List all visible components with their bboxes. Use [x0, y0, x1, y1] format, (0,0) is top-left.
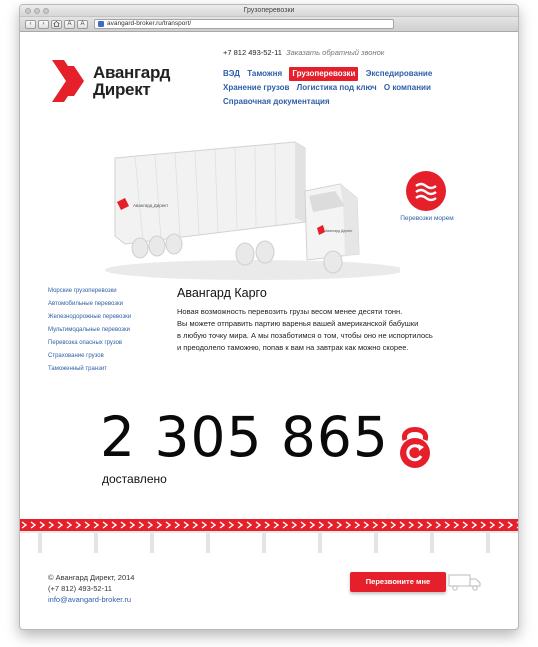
logo-line-2: Директ — [93, 80, 151, 99]
sidebar-item-sea[interactable]: Морские грузоперевозки — [48, 288, 117, 294]
rail-post — [430, 533, 434, 553]
main-nav — [223, 67, 483, 109]
rail-post — [38, 533, 42, 553]
address-bar[interactable] — [94, 19, 394, 29]
font-larger-button[interactable]: A — [77, 20, 88, 29]
logo-line-1: Авангард — [93, 63, 171, 82]
nav-item-logistics[interactable]: Логистика под ключ — [296, 83, 377, 92]
close-window-icon[interactable] — [25, 8, 31, 14]
truck-illustration — [95, 136, 400, 286]
trailer-brand: Авангард Директ — [133, 203, 169, 208]
site-logo[interactable] — [52, 60, 170, 102]
footer-info — [48, 572, 134, 605]
window-title: Грузоперевозки — [243, 7, 295, 14]
content-title: Авангард Карго — [177, 286, 267, 300]
cab-brand: Авангард Директ — [325, 229, 353, 233]
sea-transport-label[interactable]: Перевозки морем — [400, 215, 454, 222]
favicon-icon — [98, 21, 104, 27]
mini-truck-icon — [448, 572, 482, 592]
sidebar-item-transit[interactable]: Таможенный транзит — [48, 366, 108, 372]
sidebar-item-multimodal[interactable]: Мультимодальные перевозки — [48, 327, 130, 333]
sidebar-item-insurance[interactable]: Страхование грузов — [48, 353, 104, 359]
rail-post — [206, 533, 210, 553]
header-phone: +7 812 493-52-11 — [223, 48, 282, 57]
content-line: Новая возможность перевозить грузы весом менее десяти тонн. — [177, 307, 403, 316]
page-content — [20, 32, 518, 630]
sidebar-item-dangerous[interactable]: Перевозка опасных грузов — [48, 340, 123, 346]
footer-phone: (+7 812) 493-52-11 — [48, 584, 112, 593]
nav-item-cargo[interactable]: Грузоперевозки — [289, 67, 358, 81]
delivered-caption: доставлено — [102, 472, 167, 486]
nav-item-docs[interactable]: Справочная документация — [223, 97, 330, 106]
rail-post — [486, 533, 490, 553]
sea-transport-button[interactable] — [406, 171, 446, 211]
minimize-window-icon[interactable] — [34, 8, 40, 14]
logo-chevrons-icon — [52, 60, 88, 102]
sidebar-links — [48, 285, 131, 376]
logo-text — [93, 64, 170, 98]
footer-email[interactable]: info@avangard-broker.ru — [48, 595, 132, 604]
rail-post — [150, 533, 154, 553]
content-line: Вы можете отправить партию варенья вашей американской бабушки — [177, 319, 419, 328]
browser-window — [19, 4, 519, 630]
rail-post — [374, 533, 378, 553]
call-me-button[interactable]: Перезвоните мне — [350, 572, 446, 592]
guardrail-divider — [20, 519, 519, 555]
forward-button[interactable]: › — [38, 20, 49, 29]
window-controls — [25, 8, 49, 14]
browser-toolbar — [20, 17, 518, 32]
nav-item-ved[interactable]: ВЭД — [223, 69, 240, 78]
zoom-window-icon[interactable] — [43, 8, 49, 14]
rail-post — [318, 533, 322, 553]
sidebar-item-rail[interactable]: Железнодорожные перевозки — [48, 314, 132, 320]
sidebar-item-auto[interactable]: Автомобильные перевозки — [48, 301, 123, 307]
title-bar — [20, 5, 518, 17]
address-url: avangard-broker.ru/transport/ — [107, 20, 192, 27]
nav-item-forwarding[interactable]: Экспедирование — [365, 69, 433, 78]
font-smaller-button[interactable]: A — [64, 20, 75, 29]
home-button[interactable] — [51, 20, 62, 29]
content-body — [177, 306, 477, 354]
home-icon — [53, 21, 60, 27]
nav-item-about[interactable]: О компании — [383, 83, 431, 92]
content-line: и преодолело таможню, попав к вам на завтрак как можно скорее. — [177, 343, 409, 352]
kettlebell-icon — [396, 424, 434, 470]
content-line: в любую точку мира. А мы позаботимся о том, чтобы оно не испортилось — [177, 331, 433, 340]
delivered-counter: 2 305 865 — [100, 405, 389, 469]
rail-post — [262, 533, 266, 553]
callback-link[interactable]: Заказать обратный звонок — [286, 48, 385, 57]
waves-icon — [406, 171, 446, 211]
nav-item-storage[interactable]: Хранение грузов — [223, 83, 290, 92]
back-button[interactable]: ‹ — [25, 20, 36, 29]
rail-post — [94, 533, 98, 553]
nav-item-customs[interactable]: Таможня — [247, 69, 283, 78]
footer-copyright: © Авангард Директ, 2014 — [48, 573, 135, 582]
